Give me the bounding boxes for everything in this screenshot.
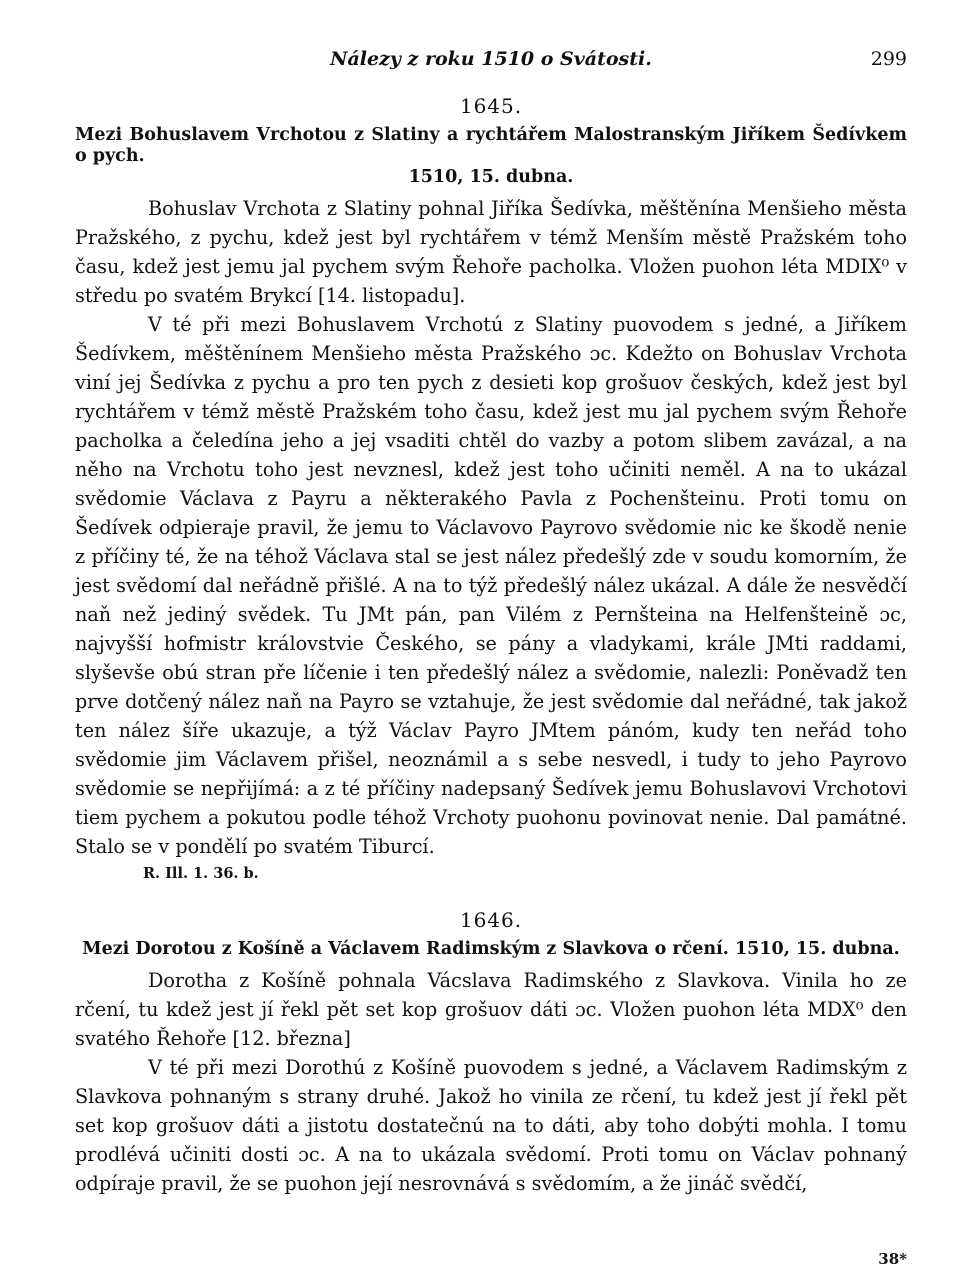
entry-title-line: 1510, 15. dubna.	[408, 167, 574, 187]
entry-title-line: Mezi Bohuslavem Vrchotou z Slatiny a rychtářem Malostranským Jiříkem Šedívkem o pych.	[75, 125, 907, 166]
document-page	[75, 48, 907, 1268]
archival-signature: R. Ill. 1. 36. b.	[143, 865, 259, 882]
paragraph: V té při mezi Dorothú z Košíně puovodem s jedné, a Václavem Radimským z Slavkova pohnaným s strany druhé. Jakož ho vinila ze rčení, tu kdež jest jí řekl pět set kop grošuov dáti a jistotu dostatečnú na to dáti, aby toho dobýti mohla. I tomu prodlévá učiniti dosti ɔc. A na to ukázala svědomí. Proti tomu on Václav pohnaný odpíraje pravil, že se puohon její nesrovnává s svědomím, a že jináč svědčí,	[75, 1056, 907, 1195]
entry-1646	[75, 907, 907, 1198]
paragraph: Bohuslav Vrchota z Slatiny pohnal Jiříka Šedívka, měštěnína Menšieho města Pražského, z pychu, kdež jest byl rychtářem v témž Menším městě Pražském toho času, kdež jest jemu jal pychem svým Řehoře pacholka. Vložen puohon léta MDIX⁰ v středu po svatém Brykcí [14. listopadu].	[75, 197, 907, 307]
paragraph: Dorotha z Košíně pohnala Vácslava Radimského z Slavkova. Vinila ho ze rčení, tu kdež jest jí řekl pět set kop grošuov dáti ɔc. Vložen puohon léta MDX⁰ den svatého Řehoře [12. března]	[75, 969, 907, 1050]
paragraph: V té při mezi Bohuslavem Vrchotú z Slatiny puovodem s jedné, a Jiříkem Šedívkem, měštěnínem Menšieho města Pražského ɔc. Kdežto on Bohuslav Vrchota viní jej Šedívka z pychu a pro ten pych z desieti kop grošuov českých, kdež jest byl rychtářem v témž městě Pražském toho času, kdež jest mu jal pychem svým Řehoře pacholka a čeledína jeho a jej vsaditi chtěl do vazby a potom slibem zavázal, a na něho na Vrchotu toho jest nevznesl, kdež jest toho učiniti neměl. A na to ukázal svědomie Václava z Payru a některakého Pavla z Pochenšteinu. Proti tomu on Šedívek odpieraje pravil, že jemu to Václavovo Payrovo svědomie nic ke škodě nenie z příčiny té, že na téhož Václava stal se jest nález předešlý zde v soudu komorním, že jest svědomí dal neřádně přišlé. A na to týž předešlý nález ukázal. A dále že nesvědčí naň než jediný svědek. Tu JMt pán, pan Vilém z Pernšteina na Helfenšteině ɔc, najvyšší hofmistr královstvie Českého, se pány a vladykami, krále JMti raddami, slyševše obú stran pře líčenie i ten předešlý nález a svědomie, nalezli: Poněvadž ten prve dotčený nález naň na Payro se vztahuje, že jest svědomie dal neřádné, tak jakož ten nález šíře ukazuje, a týž Václav Payro JMtem pánóm, kudy ten neřád toho svědomie jim Václavem přišel, neoznámil a s sebe nesvedl, i tudy to jeho Payrovo svědomie se nepřijímá: a z té příčiny nadepsaný Šedívek jemu Bohuslavovi Vrchotovi tiem pychem a pokutou podle téhož Vrchoty puohonu povinovat nenie. Dal památné. Stalo se v pondělí po svatém Tiburcí.	[75, 313, 907, 858]
entry-number: 1645.	[459, 94, 523, 118]
entry-1645	[75, 93, 907, 883]
entry-title-line: Mezi Dorotou z Košíně a Václavem Radimským z Slavkova o rčení. 1510, 15. dubna.	[82, 939, 900, 959]
entry-title	[75, 939, 907, 960]
sheet-mark: 38*	[878, 1250, 907, 1268]
running-head	[75, 48, 907, 78]
running-title: Nálezy z roku 1510 o Svátosti.	[330, 48, 652, 70]
page-number: 299	[870, 48, 907, 70]
entry-number: 1646.	[459, 908, 523, 932]
entry-title	[75, 125, 907, 188]
